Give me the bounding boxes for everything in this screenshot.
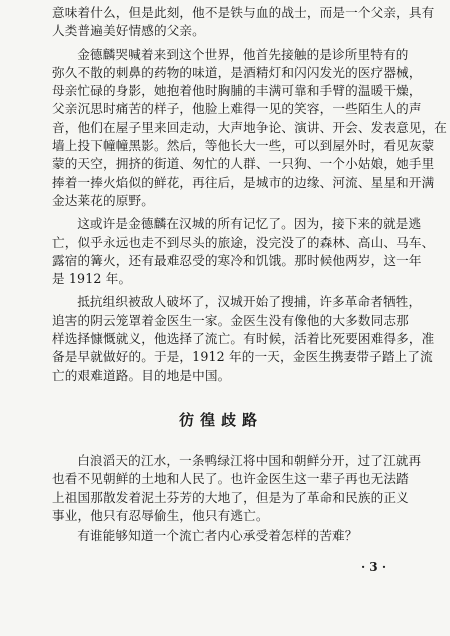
- text-line: 事业，他只有忍辱偷生，他只有逃亡。: [52, 507, 269, 523]
- paragraph-1: [52, 4, 435, 41]
- paragraph-4: [52, 293, 435, 384]
- text-line: 样选择慷慨就义，他选择了流亡。有时候，活着比死要困难得多，准: [52, 331, 435, 347]
- text-line: 母亲忙碌的身影，她抱着他时胸脯的丰满可靠和手臂的温暖干燥，: [52, 83, 422, 99]
- text-line: 音，他们在屋子里来回走动，大声地争论、演讲、开会、发表意见，在: [52, 119, 448, 135]
- text-line: 白浪滔天的江水，一条鸭绿江将中国和朝鲜分开，过了江就再: [77, 452, 422, 468]
- text-line: 弥久不散的刺鼻的药物的味道，是酒精灯和闪闪发光的医疗器械，: [52, 64, 422, 80]
- text-line: 露宿的篝火，还有最难忍受的寒冷和饥饿。那时候他两岁，这一年: [52, 252, 422, 268]
- text-line: 父亲沉思时痛苦的样子，他脸上难得一见的笑容，一些陌生人的声: [52, 101, 422, 117]
- text-line: 墙上投下幢幢黑影。然后，等他长大一些，可以到屋外时，看见灰蒙: [52, 138, 435, 154]
- text-line: 抵抗组织被敌人破坏了，汉城开始了搜捕，许多革命者牺牲，: [77, 294, 422, 310]
- text-line: 捧着一捧火焰似的鲜花，再往后，是城市的边缘、河流、星星和开满: [52, 174, 435, 190]
- section-heading: 彷徨歧路: [178, 410, 263, 429]
- paragraph-3: [52, 215, 435, 288]
- text-line: 有谁能够知道一个流亡者内心承受着怎样的苦难？: [77, 528, 358, 544]
- text-line: 上祖国那散发着泥土芬芳的大地了，但是为了革命和民族的正义: [52, 489, 409, 505]
- text-line: 金达莱花的原野。: [52, 192, 154, 208]
- text-line: 也看不见朝鲜的土地和人民了。也许金医生这一辈子再也无法踏: [52, 471, 409, 487]
- paragraph-5: [52, 452, 422, 525]
- text-line: 是 1912 年。: [52, 271, 132, 287]
- text-line: 这或许是金德麟在汉城的所有记忆了。因为，接下来的就是逃: [77, 216, 422, 232]
- paragraph-2: [52, 46, 448, 211]
- text-line: 亡，似乎永远也走不到尽头的旅途，没完没了的森林、高山、马车、: [52, 234, 435, 250]
- text-line: 亡的艰难道路。目的地是中国。: [52, 367, 231, 383]
- text-line: 意味着什么，但是此刻，他不是铁与血的战士，而是一个父亲，具有: [52, 5, 435, 20]
- text-line: 追害的阴云笼罩着金医生一家。金医生没有像他的大多数同志那: [52, 312, 409, 328]
- page-number: · 3 ·: [360, 560, 386, 574]
- text-line: 蒙的天空，拥挤的街道、匆忙的人群、一只狗、一个小姑娘，她手里: [52, 156, 435, 172]
- text-line: 备是早就做好的。于是，1912 年的一天，金医生携妻带子踏上了流: [52, 349, 433, 365]
- paragraph-6: [52, 527, 390, 545]
- text-line: 金德麟哭喊着来到这个世界，他首先接触的是诊所里特有的: [77, 46, 409, 62]
- text-line: 人类普遍美好情感的父亲。: [52, 23, 205, 39]
